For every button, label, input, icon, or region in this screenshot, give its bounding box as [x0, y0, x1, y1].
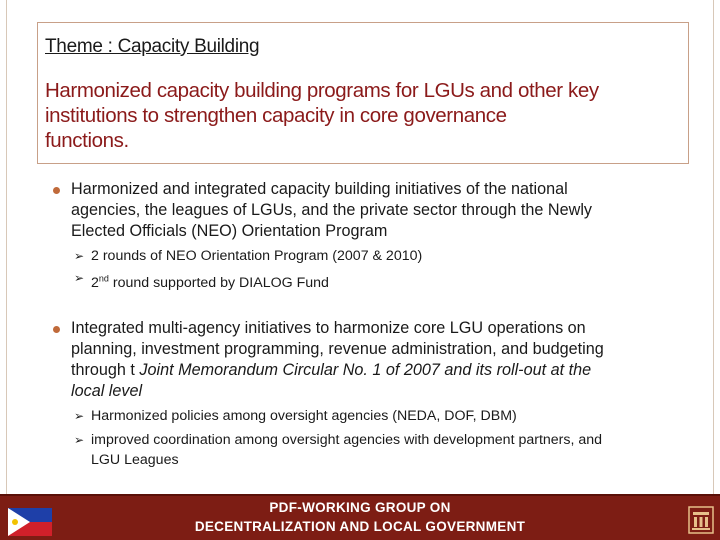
theme-statement-line: institutions to strengthen capacity in core governance — [45, 104, 507, 127]
theme-statement — [45, 78, 685, 153]
sub-bullet-item — [74, 406, 517, 426]
footer-title-line: DECENTRALIZATION AND LOCAL GOVERNMENT — [194, 519, 526, 534]
bullet-line: agencies, the leagues of LGUs, and the private sector through the Newly — [71, 201, 593, 219]
bullet-item — [71, 179, 671, 242]
sub-bullet-item — [74, 246, 423, 266]
sub-bullet-item — [74, 430, 691, 470]
bullet-dot-icon — [53, 326, 60, 333]
arrow-bullet-icon: ➢ — [74, 271, 85, 285]
bullet-line: Elected Officials (NEO) Orientation Program — [71, 222, 388, 240]
sub-bullet-text: improved coordination among oversight agencies with development partners, and — [91, 432, 603, 448]
sub-bullet-item — [74, 268, 329, 293]
theme-title: Theme : Capacity Building — [45, 36, 260, 57]
bullet-item — [71, 318, 671, 402]
bullet-line: planning, investment programming, revenue administration, and budgeting — [71, 340, 604, 358]
bullet-line: Integrated multi-agency initiatives to harmonize core LGU operations on — [71, 319, 586, 337]
sub-bullet-text: 2 rounds of NEO Orientation Program (2007 & 2010) — [91, 248, 423, 264]
arrow-bullet-icon: ➢ — [74, 409, 85, 423]
theme-statement-line: functions. — [45, 129, 129, 152]
bullet-line: local level — [71, 382, 143, 400]
left-border-rule — [6, 0, 7, 494]
sub-bullet-text: LGU Leagues — [91, 452, 179, 468]
arrow-bullet-icon: ➢ — [74, 433, 85, 447]
emblem-icon — [688, 506, 714, 534]
sub-bullet-text: 2nd round supported by DIALOG Fund — [91, 273, 329, 291]
sub-bullet-text: Harmonized policies among oversight agencies (NEDA, DOF, DBM) — [91, 408, 517, 424]
footer-divider — [0, 494, 720, 496]
footer-title-line: PDF-WORKING GROUP ON — [269, 500, 451, 515]
bullet-line: through t Joint Memorandum Circular No. 1 of 2007 and its roll-out at the — [71, 361, 592, 379]
arrow-bullet-icon: ➢ — [74, 249, 85, 263]
right-border-rule — [713, 0, 714, 494]
bullet-dot-icon — [53, 187, 60, 194]
theme-statement-line: Harmonized capacity building programs for LGUs and other key — [45, 79, 599, 102]
bullet-line: Harmonized and integrated capacity building initiatives of the national — [71, 180, 568, 198]
